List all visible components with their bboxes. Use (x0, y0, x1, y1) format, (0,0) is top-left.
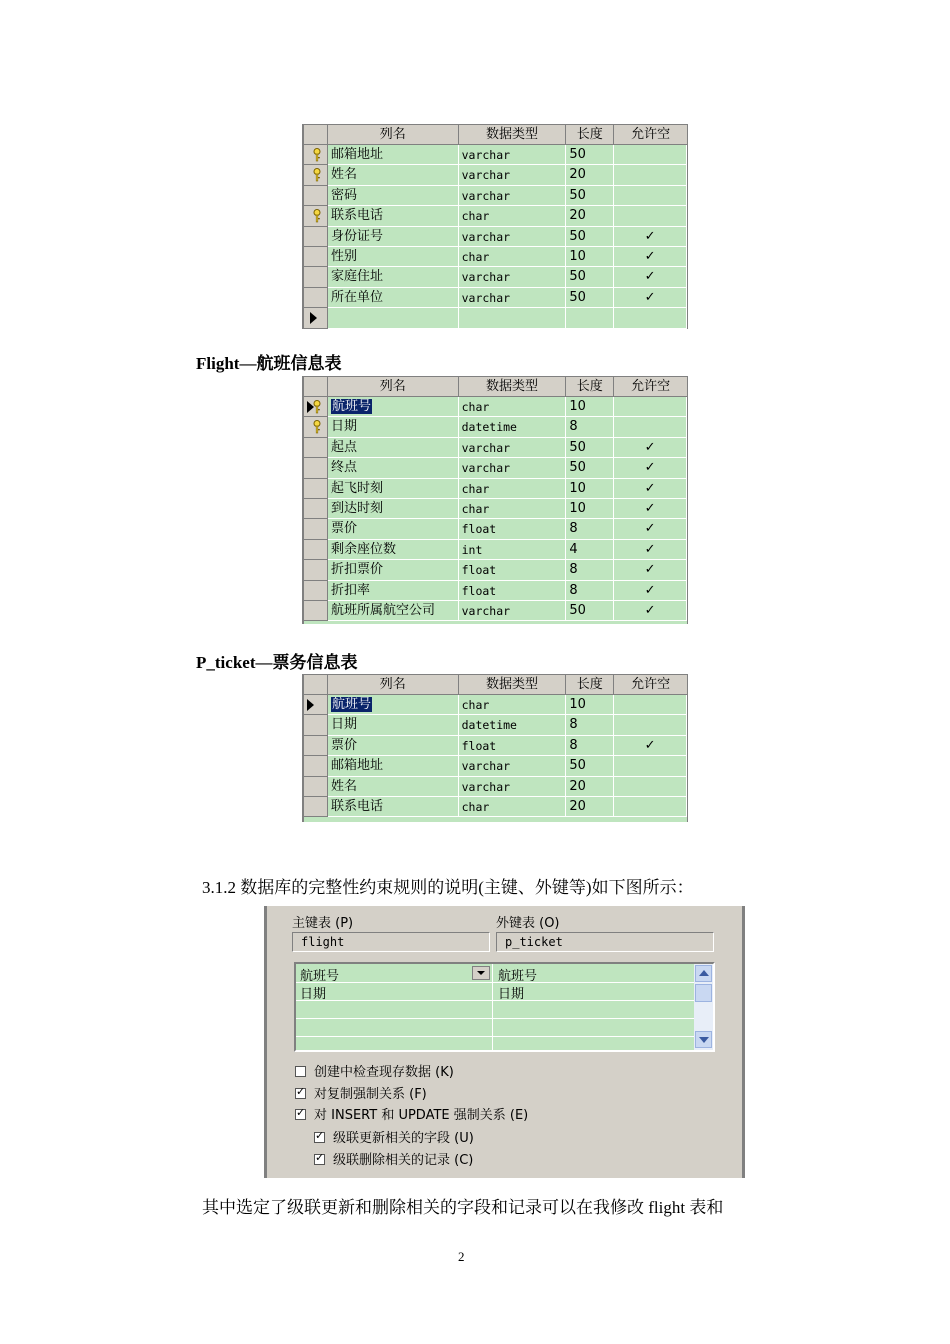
length-cell[interactable]: 10 (566, 695, 614, 715)
column-name-text: 所在单位 (330, 289, 383, 305)
cascade-update-label: 级联更新相关的字段 (U) (333, 1131, 474, 1146)
data-type-cell[interactable]: datetime (459, 715, 567, 735)
data-type-cell[interactable]: char (459, 479, 567, 499)
cascade-delete-checkbox[interactable] (314, 1154, 325, 1165)
column-name-text: 联系电话 (330, 798, 383, 814)
length-cell[interactable]: 8 (566, 581, 614, 601)
column-name-text: 身份证号 (330, 228, 383, 244)
current-row-arrow-icon (307, 699, 314, 711)
table-row[interactable] (304, 797, 687, 817)
section-description: 3.1.2 数据库的完整性约束规则的说明(主键、外键等)如下图所示： (202, 878, 694, 897)
row-selector[interactable] (304, 777, 328, 797)
length-cell[interactable]: 4 (566, 540, 614, 560)
allow-null-cell[interactable]: ✓ (614, 458, 687, 478)
allow-null-cell[interactable] (614, 206, 687, 226)
length-cell[interactable]: 50 (566, 186, 614, 206)
header-column-name: 列名 (328, 377, 459, 397)
table-row[interactable] (304, 581, 687, 601)
data-type-cell[interactable]: datetime (459, 417, 567, 437)
length-cell[interactable]: 8 (566, 715, 614, 735)
row-selector[interactable] (304, 519, 328, 539)
column-name-cell[interactable] (328, 777, 459, 797)
flight-table-grid[interactable] (302, 376, 688, 624)
row-selector[interactable] (304, 308, 328, 328)
table-row[interactable] (304, 715, 687, 735)
length-cell[interactable]: 50 (566, 267, 614, 287)
ticket-table-grid[interactable] (302, 674, 688, 822)
row-selector[interactable] (304, 186, 328, 206)
data-type-cell[interactable]: varchar (459, 145, 567, 165)
header-length: 长度 (566, 377, 614, 397)
length-cell[interactable]: 20 (566, 797, 614, 817)
column-name-text: 终点 (330, 460, 357, 476)
allow-null-cell[interactable] (614, 797, 687, 817)
column-name-text: 票价 (330, 521, 357, 537)
column-name-cell[interactable] (328, 499, 459, 519)
allow-null-cell[interactable]: ✓ (614, 479, 687, 499)
data-type-cell[interactable]: varchar (459, 227, 567, 247)
column-name-cell[interactable] (328, 206, 459, 226)
table-row[interactable] (304, 145, 687, 165)
length-cell[interactable]: 10 (566, 499, 614, 519)
header-column-name: 列名 (328, 675, 459, 695)
primary-key-icon (313, 420, 321, 434)
column-name-cell[interactable] (328, 736, 459, 756)
header-allow-null: 允许空 (614, 377, 687, 397)
header-data-type: 数据类型 (459, 675, 567, 695)
data-type-cell[interactable]: float (459, 560, 567, 580)
list-column-divider (492, 964, 493, 1050)
column-name-cell[interactable] (328, 540, 459, 560)
relationship-dialog (264, 906, 745, 1178)
allow-null-cell[interactable] (614, 695, 687, 715)
row-selector[interactable] (304, 499, 328, 519)
allow-null-cell[interactable]: ✓ (614, 499, 687, 519)
table-row[interactable] (304, 165, 687, 185)
row-selector[interactable] (304, 715, 328, 735)
allow-null-cell[interactable]: ✓ (614, 288, 687, 308)
table-row[interactable] (304, 777, 687, 797)
table-row[interactable] (304, 499, 687, 519)
vertical-scrollbar[interactable] (694, 964, 713, 1050)
column-dropdown-button[interactable] (472, 966, 490, 980)
column-name-text: 到达时刻 (330, 500, 383, 516)
check-existing-data-checkbox[interactable] (295, 1066, 306, 1077)
enforce-insert-update-label: 对 INSERT 和 UPDATE 强制关系 (E) (314, 1108, 529, 1123)
header-length: 长度 (566, 675, 614, 695)
column-name-cell[interactable] (328, 519, 459, 539)
length-cell[interactable]: 10 (566, 247, 614, 267)
column-name-cell[interactable] (328, 458, 459, 478)
data-type-cell[interactable]: varchar (459, 288, 567, 308)
table-row[interactable] (304, 695, 687, 715)
scroll-down-button[interactable] (695, 1031, 712, 1048)
data-type-cell[interactable]: char (459, 206, 567, 226)
data-type-cell[interactable]: varchar (459, 458, 567, 478)
table-row[interactable] (304, 519, 687, 539)
data-type-cell[interactable]: char (459, 797, 567, 817)
column-name-cell[interactable] (328, 797, 459, 817)
data-type-cell[interactable]: varchar (459, 756, 567, 776)
length-cell[interactable]: 8 (566, 560, 614, 580)
allow-null-cell[interactable] (614, 397, 687, 417)
column-name-text: 航班所属航空公司 (330, 602, 435, 618)
allow-null-cell[interactable]: ✓ (614, 438, 687, 458)
column-name-cell[interactable] (328, 247, 459, 267)
header-data-type: 数据类型 (459, 377, 567, 397)
data-type-cell[interactable]: varchar (459, 438, 567, 458)
allow-null-cell[interactable] (614, 186, 687, 206)
length-cell[interactable]: 20 (566, 165, 614, 185)
table-row[interactable] (304, 438, 687, 458)
primary-key-icon (313, 168, 321, 182)
list-row-divider (296, 982, 694, 983)
table-row[interactable] (304, 247, 687, 267)
column-name-text: 家庭住址 (330, 269, 383, 285)
length-cell[interactable]: 20 (566, 777, 614, 797)
table-row[interactable] (304, 560, 687, 580)
allow-null-cell[interactable]: ✓ (614, 581, 687, 601)
enforce-replication-checkbox[interactable] (295, 1088, 306, 1099)
column-name-text: 航班号 (331, 697, 371, 712)
user-table-grid[interactable] (302, 124, 688, 329)
foreign-key-table-field[interactable]: p_ticket (496, 932, 714, 952)
column-name-text: 折扣率 (330, 582, 370, 598)
allow-null-cell[interactable] (614, 756, 687, 776)
length-cell[interactable]: 50 (566, 458, 614, 478)
column-name-cell[interactable] (328, 397, 459, 417)
primary-key-icon (313, 400, 321, 414)
length-cell[interactable]: 50 (566, 601, 614, 621)
header-allow-null: 允许空 (614, 125, 687, 145)
length-cell[interactable]: 50 (566, 288, 614, 308)
length-cell[interactable]: 50 (566, 438, 614, 458)
length-cell[interactable]: 20 (566, 206, 614, 226)
column-name-text: 邮箱地址 (330, 147, 383, 162)
column-name-cell[interactable] (328, 479, 459, 499)
allow-null-cell[interactable] (614, 777, 687, 797)
data-type-cell[interactable]: varchar (459, 165, 567, 185)
data-type-cell[interactable]: char (459, 695, 567, 715)
column-name-cell[interactable] (328, 227, 459, 247)
header-column-name: 列名 (328, 125, 459, 145)
allow-null-cell[interactable] (614, 145, 687, 165)
allow-null-cell[interactable]: ✓ (614, 601, 687, 621)
foreign-key-table-label: 外键表 (O) (496, 916, 560, 931)
chevron-down-icon (699, 1037, 709, 1043)
row-selector[interactable] (304, 601, 328, 621)
check-existing-data-label: 创建中检查现存数据 (K) (314, 1065, 454, 1080)
row-selector[interactable] (304, 797, 328, 817)
column-name-cell[interactable] (328, 288, 459, 308)
row-selector[interactable] (304, 581, 328, 601)
allow-null-cell[interactable] (614, 417, 687, 437)
column-name-cell[interactable] (328, 695, 459, 715)
data-type-cell[interactable]: varchar (459, 601, 567, 621)
column-name-cell[interactable] (328, 186, 459, 206)
column-name-text: 起点 (330, 439, 357, 455)
header-length: 长度 (566, 125, 614, 145)
column-name-cell[interactable] (328, 438, 459, 458)
data-type-cell[interactable]: varchar (459, 267, 567, 287)
length-cell[interactable]: 50 (566, 756, 614, 776)
data-type-cell[interactable]: float (459, 581, 567, 601)
scroll-up-button[interactable] (695, 965, 712, 982)
cascade-delete-label: 级联删除相关的记录 (C) (333, 1153, 474, 1168)
table-row[interactable] (304, 227, 687, 247)
row-selector[interactable] (304, 479, 328, 499)
column-name-text: 起飞时刻 (330, 480, 383, 496)
column-name-cell[interactable] (328, 601, 459, 621)
primary-key-table-label: 主键表 (P) (292, 916, 354, 931)
pk-column-1[interactable]: 航班号 (300, 969, 340, 984)
row-selector[interactable] (304, 206, 328, 226)
column-name-cell[interactable] (328, 417, 459, 437)
length-cell[interactable]: 10 (566, 397, 614, 417)
column-name-text: 姓名 (330, 778, 357, 794)
row-selector[interactable] (304, 165, 328, 185)
row-selector[interactable] (304, 695, 328, 715)
table-row[interactable] (304, 540, 687, 560)
column-name-text: 日期 (330, 419, 357, 435)
scroll-thumb[interactable] (695, 984, 712, 1002)
row-selector[interactable] (304, 145, 328, 165)
grid-header (304, 377, 687, 397)
row-selector[interactable] (304, 458, 328, 478)
column-name-cell[interactable] (328, 145, 459, 165)
primary-key-icon (313, 209, 321, 223)
new-row[interactable] (304, 308, 687, 328)
data-type-cell[interactable]: varchar (459, 777, 567, 797)
allow-null-cell[interactable]: ✓ (614, 540, 687, 560)
grid-header (304, 125, 687, 145)
row-selector[interactable] (304, 227, 328, 247)
row-selector[interactable] (304, 540, 328, 560)
grid-header (304, 675, 687, 695)
allow-null-cell[interactable]: ✓ (614, 736, 687, 756)
row-selector[interactable] (304, 267, 328, 287)
header-allow-null: 允许空 (614, 675, 687, 695)
table-row[interactable] (304, 601, 687, 621)
header-data-type: 数据类型 (459, 125, 567, 145)
column-name-text: 折扣票价 (330, 562, 383, 578)
row-selector[interactable] (304, 247, 328, 267)
allow-null-cell[interactable] (614, 165, 687, 185)
primary-key-table-field[interactable]: flight (292, 932, 490, 952)
column-name-text: 性别 (330, 248, 357, 264)
flight-table-caption: Flight—航班信息表 (196, 354, 342, 373)
length-cell[interactable]: 8 (566, 519, 614, 539)
table-row[interactable] (304, 417, 687, 437)
length-cell[interactable]: 8 (566, 417, 614, 437)
column-name-cell[interactable] (328, 560, 459, 580)
fk-column-2[interactable]: 日期 (498, 987, 525, 1002)
column-name-cell[interactable] (328, 267, 459, 287)
closing-paragraph: 其中选定了级联更新和删除相关的字段和记录可以在我修改 flight 表和 (202, 1198, 724, 1217)
column-name-cell[interactable] (328, 581, 459, 601)
table-row[interactable] (304, 458, 687, 478)
length-cell[interactable]: 8 (566, 736, 614, 756)
data-type-cell[interactable]: int (459, 540, 567, 560)
chevron-up-icon (699, 970, 709, 976)
column-name-text: 密码 (330, 187, 357, 203)
table-row[interactable] (304, 206, 687, 226)
pk-column-2[interactable]: 日期 (300, 987, 327, 1002)
column-name-text: 票价 (330, 737, 357, 753)
row-selector[interactable] (304, 438, 328, 458)
chevron-down-icon (477, 971, 485, 975)
row-selector[interactable] (304, 397, 328, 417)
primary-key-icon (313, 148, 321, 162)
table-row[interactable] (304, 397, 687, 417)
cascade-update-checkbox[interactable] (314, 1132, 325, 1143)
column-name-text: 联系电话 (330, 208, 383, 224)
table-row[interactable] (304, 479, 687, 499)
table-row[interactable] (304, 186, 687, 206)
enforce-replication-label: 对复制强制关系 (F) (314, 1087, 427, 1102)
allow-null-cell[interactable]: ✓ (614, 227, 687, 247)
data-type-cell[interactable]: float (459, 736, 567, 756)
column-name-text: 日期 (330, 717, 357, 733)
page-number: 2 (458, 1249, 465, 1264)
enforce-insert-update-checkbox[interactable] (295, 1109, 306, 1120)
data-type-cell[interactable]: char (459, 499, 567, 519)
row-selector[interactable] (304, 560, 328, 580)
row-selector[interactable] (304, 288, 328, 308)
column-name-text: 姓名 (330, 167, 357, 183)
table-row[interactable] (304, 756, 687, 776)
length-cell[interactable]: 50 (566, 145, 614, 165)
allow-null-cell[interactable]: ✓ (614, 519, 687, 539)
data-type-cell[interactable]: varchar (459, 186, 567, 206)
row-selector[interactable] (304, 417, 328, 437)
allow-null-cell[interactable]: ✓ (614, 560, 687, 580)
data-type-cell[interactable]: float (459, 519, 567, 539)
data-type-cell[interactable]: char (459, 397, 567, 417)
current-row-arrow-icon (310, 312, 317, 324)
data-type-cell[interactable]: char (459, 247, 567, 267)
allow-null-cell[interactable]: ✓ (614, 247, 687, 267)
table-row[interactable] (304, 736, 687, 756)
length-cell[interactable]: 50 (566, 227, 614, 247)
fk-column-1[interactable]: 航班号 (498, 969, 538, 984)
column-name-cell[interactable] (328, 165, 459, 185)
column-name-cell[interactable] (328, 756, 459, 776)
table-row[interactable] (304, 288, 687, 308)
length-cell[interactable]: 10 (566, 479, 614, 499)
column-name-text: 航班号 (331, 399, 371, 414)
column-name-cell[interactable] (328, 715, 459, 735)
column-name-text: 邮箱地址 (330, 758, 383, 774)
row-selector[interactable] (304, 756, 328, 776)
allow-null-cell[interactable]: ✓ (614, 267, 687, 287)
column-name-text: 剩余座位数 (330, 541, 396, 557)
table-row[interactable] (304, 267, 687, 287)
header-selector (304, 125, 328, 145)
column-mapping-list[interactable] (294, 962, 715, 1052)
ticket-table-caption: P_ticket—票务信息表 (196, 653, 358, 672)
row-selector[interactable] (304, 736, 328, 756)
allow-null-cell[interactable] (614, 715, 687, 735)
